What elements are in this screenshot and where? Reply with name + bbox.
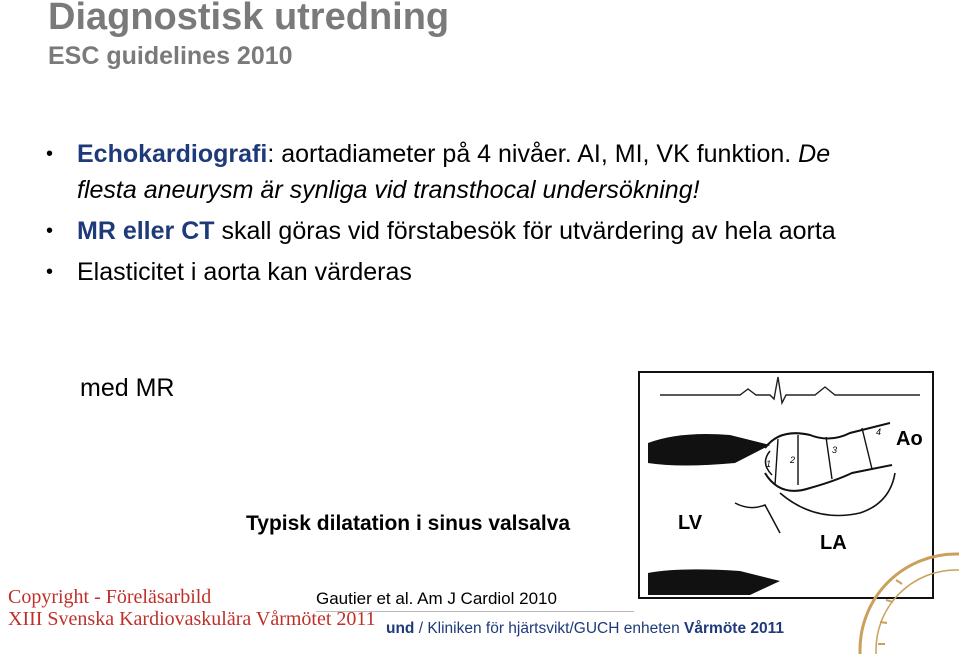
slide-subtitle: ESC guidelines 2010 (48, 42, 293, 70)
copyright-line-1: Copyright - Föreläsarbild (8, 586, 212, 608)
bullet-text: Elasticitet i aorta kan värderas (77, 258, 412, 286)
figure-caption: Typisk dilatation i sinus valsalva (246, 512, 571, 535)
ecg-trace (660, 377, 920, 403)
level-label-3: 3 (832, 445, 838, 455)
bullet-italic: De flesta aneurysm är synliga vid transthocal undersökning! (77, 140, 831, 204)
level-label-4: 4 (876, 427, 882, 437)
slide-title: Diagnostisk utredning (48, 0, 450, 38)
level-label-2: 2 (790, 455, 796, 465)
level-label-1: 1 (766, 459, 772, 469)
bullet-list (44, 136, 844, 295)
bullet-item-elasticity (44, 254, 844, 290)
upper-wall (648, 434, 770, 466)
bullet-highlight: MR eller CT (77, 217, 215, 245)
label-lv: LV (678, 512, 703, 534)
slide-footer (386, 620, 784, 638)
bullet-dot-icon: • (46, 220, 54, 242)
copyright-line-2: XIII Svenska Kardiovaskulära Vårmötet 2011 (8, 608, 376, 630)
bullet-highlight: Echokardiografi (77, 140, 268, 168)
bullet-item-mr-ct (44, 213, 844, 249)
bullet-continuation: med MR (80, 374, 175, 402)
bullet-dot-icon: • (46, 143, 54, 165)
bullet-text: : aortadiameter på 4 nivåer. AI, MI, VK funktion. (267, 140, 799, 168)
footer-event: Vårmöte 2011 (684, 620, 785, 637)
lower-wall (648, 569, 780, 595)
bullet-item-echo (44, 136, 844, 208)
figure-reference: Gautier et al. Am J Cardiol 2010 (316, 589, 557, 608)
footer-org: und (386, 620, 415, 637)
label-ao: Ao (896, 428, 923, 450)
label-la: LA (820, 532, 847, 554)
copyright-block (8, 586, 376, 630)
bullet-text: skall göras vid förstabesök för utvärdering av hela aorta (214, 217, 836, 245)
bullet-dot-icon: • (46, 261, 54, 283)
footer-unit: / Kliniken för hjärtsvikt/GUCH enheten (414, 620, 685, 637)
university-seal-icon (856, 520, 959, 654)
valve-leaflet (735, 503, 780, 533)
